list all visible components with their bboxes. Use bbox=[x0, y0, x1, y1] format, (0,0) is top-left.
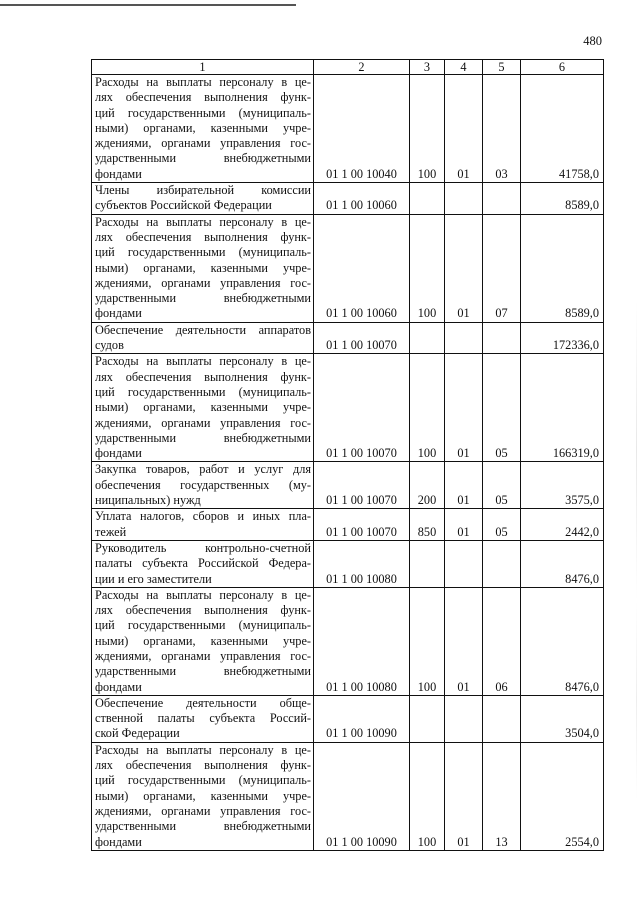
amount-value: 172336,0 bbox=[521, 322, 604, 354]
expense-name-line: фондами bbox=[95, 446, 142, 461]
subsection-code bbox=[483, 695, 521, 742]
amount-value: 3575,0 bbox=[521, 462, 604, 509]
section-code bbox=[445, 540, 483, 587]
expense-name-line: лях обеспечения выполнения функ- bbox=[95, 603, 311, 618]
table-row bbox=[92, 742, 604, 850]
target-article-code: 01 1 00 10060 bbox=[314, 214, 410, 322]
column-header: 4 bbox=[445, 60, 483, 75]
section-code: 01 bbox=[445, 509, 483, 541]
table-row bbox=[92, 354, 604, 462]
section-code bbox=[445, 322, 483, 354]
expense-name-cell bbox=[92, 695, 314, 742]
expense-name-line: фондами bbox=[95, 679, 142, 694]
expense-name-line: ными) органами, казенными учре- bbox=[95, 400, 311, 415]
expense-name-cell bbox=[92, 540, 314, 587]
column-header: 2 bbox=[314, 60, 410, 75]
expense-name-line: судов bbox=[95, 338, 124, 353]
expense-name-line: ударственными внебюджетными bbox=[95, 430, 311, 445]
expense-name-line: лях обеспечения выполнения функ- bbox=[95, 369, 311, 384]
expense-type-code: 100 bbox=[410, 214, 445, 322]
expense-name-line: Расходы на выплаты персоналу в це- bbox=[95, 587, 311, 602]
expense-name-line: Обеспечение деятельности аппаратов bbox=[95, 322, 311, 337]
page-number: 480 bbox=[583, 34, 602, 48]
expense-name-line: ударственными внебюджетными bbox=[95, 664, 311, 679]
expense-name-line: ций государственными (муниципаль- bbox=[95, 105, 311, 120]
expense-name-line: ций государственными (муниципаль- bbox=[95, 773, 311, 788]
expense-name-line: ударственными внебюджетными bbox=[95, 151, 311, 166]
table-row bbox=[92, 322, 604, 354]
expense-name-cell bbox=[92, 509, 314, 541]
expense-name-line: лях обеспечения выполнения функ- bbox=[95, 758, 311, 773]
expense-name-line: Закупка товаров, работ и услуг для bbox=[95, 462, 311, 477]
table-header-row bbox=[92, 60, 604, 75]
table-row bbox=[92, 75, 604, 183]
amount-value: 8476,0 bbox=[521, 540, 604, 587]
section-code: 01 bbox=[445, 462, 483, 509]
amount-value: 2554,0 bbox=[521, 742, 604, 850]
budget-table bbox=[91, 59, 604, 851]
expense-name-line: фондами bbox=[95, 834, 142, 849]
target-article-code: 01 1 00 10070 bbox=[314, 509, 410, 541]
expense-name-line: ными) органами, казенными учре- bbox=[95, 260, 311, 275]
amount-value: 166319,0 bbox=[521, 354, 604, 462]
expense-name-line: ударственными внебюджетными bbox=[95, 819, 311, 834]
target-article-code: 01 1 00 10080 bbox=[314, 587, 410, 695]
subsection-code: 07 bbox=[483, 214, 521, 322]
expense-name-line: фондами bbox=[95, 166, 142, 181]
expense-name-line: ственной палаты субъекта Россий- bbox=[95, 711, 311, 726]
expense-name-line: ции и его заместители bbox=[95, 571, 212, 586]
expense-name-line: ными) органами, казенными учре- bbox=[95, 788, 311, 803]
expense-name-line: ций государственными (муниципаль- bbox=[95, 618, 311, 633]
subsection-code: 05 bbox=[483, 462, 521, 509]
expense-name-line: ской Федерации bbox=[95, 726, 180, 741]
expense-name-line: субъектов Российской Федерации bbox=[95, 198, 272, 213]
expense-name-cell bbox=[92, 75, 314, 183]
expense-type-code: 100 bbox=[410, 75, 445, 183]
expense-name-line: ными) органами, казенными учре- bbox=[95, 633, 311, 648]
subsection-code: 05 bbox=[483, 509, 521, 541]
section-code: 01 bbox=[445, 214, 483, 322]
table-row bbox=[92, 695, 604, 742]
expense-name-cell bbox=[92, 742, 314, 850]
table-row bbox=[92, 183, 604, 215]
expense-name-line: ждениями, органами управления гос- bbox=[95, 275, 311, 290]
expense-name-line: ждениями, органами управления гос- bbox=[95, 648, 311, 663]
table-row bbox=[92, 462, 604, 509]
section-code: 01 bbox=[445, 354, 483, 462]
target-article-code: 01 1 00 10070 bbox=[314, 462, 410, 509]
amount-value: 8476,0 bbox=[521, 587, 604, 695]
subsection-code: 13 bbox=[483, 742, 521, 850]
expense-type-code: 100 bbox=[410, 354, 445, 462]
target-article-code: 01 1 00 10090 bbox=[314, 695, 410, 742]
expense-name-cell bbox=[92, 183, 314, 215]
column-header: 1 bbox=[92, 60, 314, 75]
subsection-code: 03 bbox=[483, 75, 521, 183]
expense-name-line: ций государственными (муниципаль- bbox=[95, 384, 311, 399]
expense-name-line: фондами bbox=[95, 306, 142, 321]
target-article-code: 01 1 00 10040 bbox=[314, 75, 410, 183]
expense-name-line: ждениями, органами управления гос- bbox=[95, 803, 311, 818]
expense-name-line: ными) органами, казенными учре- bbox=[95, 120, 311, 135]
section-code: 01 bbox=[445, 587, 483, 695]
table-row bbox=[92, 509, 604, 541]
expense-type-code: 850 bbox=[410, 509, 445, 541]
table-row bbox=[92, 587, 604, 695]
expense-name-line: Расходы на выплаты персоналу в це- bbox=[95, 354, 311, 369]
target-article-code: 01 1 00 10070 bbox=[314, 354, 410, 462]
expense-name-line: ций государственными (муниципаль- bbox=[95, 245, 311, 260]
expense-type-code: 100 bbox=[410, 587, 445, 695]
target-article-code: 01 1 00 10090 bbox=[314, 742, 410, 850]
expense-name-line: Уплата налогов, сборов и иных пла- bbox=[95, 509, 311, 524]
subsection-code bbox=[483, 183, 521, 215]
subsection-code: 06 bbox=[483, 587, 521, 695]
subsection-code bbox=[483, 322, 521, 354]
amount-value: 41758,0 bbox=[521, 75, 604, 183]
expense-name-line: Члены избирательной комиссии bbox=[95, 183, 311, 198]
expense-type-code bbox=[410, 540, 445, 587]
section-code: 01 bbox=[445, 75, 483, 183]
column-header: 5 bbox=[483, 60, 521, 75]
amount-value: 8589,0 bbox=[521, 214, 604, 322]
expense-name-line: ждениями, органами управления гос- bbox=[95, 136, 311, 151]
column-header: 3 bbox=[410, 60, 445, 75]
section-code bbox=[445, 183, 483, 215]
expense-type-code: 200 bbox=[410, 462, 445, 509]
scan-edge-mark bbox=[636, 300, 637, 800]
expense-name-line: ждениями, органами управления гос- bbox=[95, 415, 311, 430]
subsection-code bbox=[483, 540, 521, 587]
subsection-code: 05 bbox=[483, 354, 521, 462]
amount-value: 2442,0 bbox=[521, 509, 604, 541]
table-row bbox=[92, 540, 604, 587]
expense-name-line: Расходы на выплаты персоналу в це- bbox=[95, 75, 311, 89]
section-code: 01 bbox=[445, 742, 483, 850]
table-row bbox=[92, 214, 604, 322]
top-rule bbox=[0, 4, 296, 6]
expense-name-line: лях обеспечения выполнения функ- bbox=[95, 90, 311, 105]
expense-name-line: Руководитель контрольно-счетной bbox=[95, 540, 311, 555]
expense-name-line: тежей bbox=[95, 524, 127, 539]
expense-type-code: 100 bbox=[410, 742, 445, 850]
expense-name-line: обеспечения государственных (му- bbox=[95, 477, 311, 492]
expense-name-cell bbox=[92, 322, 314, 354]
target-article-code: 01 1 00 10080 bbox=[314, 540, 410, 587]
expense-name-cell bbox=[92, 354, 314, 462]
expense-type-code bbox=[410, 183, 445, 215]
expense-name-line: Обеспечение деятельности обще- bbox=[95, 695, 311, 710]
expense-type-code bbox=[410, 322, 445, 354]
expense-name-cell bbox=[92, 462, 314, 509]
table-body bbox=[92, 60, 604, 851]
amount-value: 8589,0 bbox=[521, 183, 604, 215]
expense-name-cell bbox=[92, 587, 314, 695]
target-article-code: 01 1 00 10070 bbox=[314, 322, 410, 354]
column-header: 6 bbox=[521, 60, 604, 75]
target-article-code: 01 1 00 10060 bbox=[314, 183, 410, 215]
expense-name-line: ниципальных) нужд bbox=[95, 493, 201, 508]
expense-name-line: ударственными внебюджетными bbox=[95, 291, 311, 306]
expense-type-code bbox=[410, 695, 445, 742]
expense-name-line: Расходы на выплаты персоналу в це- bbox=[95, 214, 311, 229]
section-code bbox=[445, 695, 483, 742]
expense-name-line: Расходы на выплаты персоналу в це- bbox=[95, 742, 311, 757]
amount-value: 3504,0 bbox=[521, 695, 604, 742]
expense-name-line: лях обеспечения выполнения функ- bbox=[95, 229, 311, 244]
expense-name-line: палаты субъекта Российской Федера- bbox=[95, 556, 311, 571]
expense-name-cell bbox=[92, 214, 314, 322]
